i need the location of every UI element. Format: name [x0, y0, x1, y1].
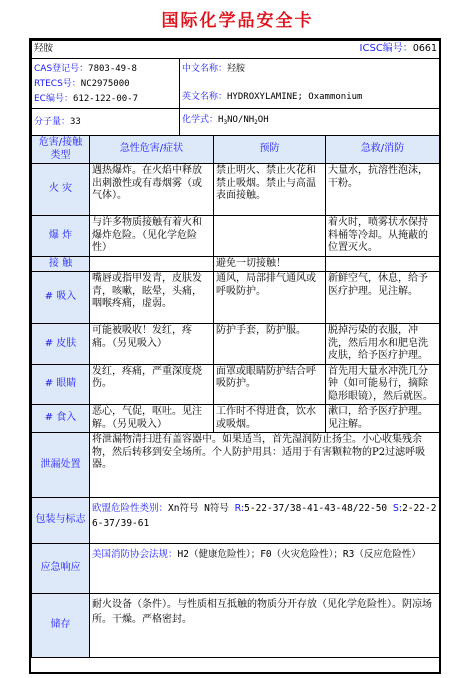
packaging-text: 欧盟危险性类别：Xn符号 N符号 R:5-22-37/38-41-43-48/22-50 S:2-22-26-37/39-61	[90, 498, 440, 544]
spill-text: 将泄漏物清扫进有盖容器中。如果适当，首先湿润防止扬尘。小心收集残余物，然后转移到安全场所。个人防护用具：适用于有害颗粒物的P2过滤呼吸器。	[90, 433, 440, 498]
chinese-name: 羟胺	[227, 64, 246, 74]
table-row	[32, 364, 440, 405]
molecular-weight: 分子量：33	[32, 109, 180, 136]
response-label: 应急响应	[32, 544, 90, 594]
storage-row	[32, 594, 440, 658]
icsc-number: ICSC编号：0661	[359, 43, 437, 55]
row-hazard	[90, 256, 214, 272]
chemical-names: 中文名称：羟胺 英文名称：HYDROXYLAMINE; Oxammonium	[180, 59, 440, 109]
row-hazard: 与许多物质接触有着火和爆炸危险。（见化学危险性）	[90, 216, 214, 257]
spill-label: 泄漏处置	[32, 433, 90, 498]
spill-row	[32, 433, 440, 498]
response-text: 美国消防协会法规：H2（健康危险性）；F0（火灾危险性）；R3（反应危险性）	[90, 544, 440, 594]
row-aid: 着火时，喷雾状水保持料桶等冷却。从掩蔽的位置灭火。	[326, 216, 440, 257]
card-title: 国际化学品安全卡	[161, 11, 314, 31]
hazard-table	[31, 135, 440, 658]
row-type: # 吸入	[32, 272, 90, 324]
table-row	[32, 324, 440, 365]
ec-number: 612-122-00-7	[72, 94, 139, 104]
rtecs-number: NC2975000	[80, 79, 130, 89]
registry-numbers: CAS登记号：7803-49-8 RTECS号：NC2975000 EC编号：612-122-00-7	[32, 59, 180, 109]
table-row	[32, 405, 440, 433]
row-type: 火 灾	[32, 164, 90, 216]
identity-table	[31, 40, 440, 136]
row-hazard: 遇热爆炸。在火焰中释放出刺激性或有毒烟雾（或气体）。	[90, 164, 214, 216]
row-prevention: 工作时不得进食，饮水或吸烟。	[214, 405, 326, 433]
row-type: 接 触	[32, 256, 90, 272]
table-row	[32, 256, 440, 272]
response-row	[32, 544, 440, 594]
row-type: 爆 炸	[32, 216, 90, 257]
row-hazard: 发红，疼痛，严重深度烧伤。	[90, 364, 214, 405]
row-aid	[326, 256, 440, 272]
row-hazard: 嘴唇或指甲发青，皮肤发青，咳嗽，眩晕，头痛，咽喉疼痛，虚弱。	[90, 272, 214, 324]
header-aid: 急救/消防	[326, 136, 440, 164]
row-aid: 漱口，给予医疗护理。见注解。	[326, 405, 440, 433]
chemical-name: 羟胺	[34, 43, 54, 55]
row-prevention: 禁止明火、禁止火花和禁止吸烟。禁止与高温表面接触。	[214, 164, 326, 216]
row-prevention: 避免一切接触！	[214, 256, 326, 272]
row-aid: 新鲜空气，休息，给予医疗护理。见注解。	[326, 272, 440, 324]
hazard-header-row	[32, 136, 440, 164]
row-type: # 食入	[32, 405, 90, 433]
table-row	[32, 216, 440, 257]
storage-label: 储存	[32, 594, 90, 658]
row-type: # 皮肤	[32, 324, 90, 365]
packaging-row	[32, 498, 440, 544]
row-prevention: 通风，局部排气通风或呼吸防护。	[214, 272, 326, 324]
table-row	[32, 272, 440, 324]
packaging-label: 包装与标志	[32, 498, 90, 544]
row-aid: 脱掉污染的衣服，冲洗，然后用水和肥皂洗皮肤，给予医疗护理。	[326, 324, 440, 365]
row-prevention: 防护手套，防护服。	[214, 324, 326, 365]
row-prevention: 面罩或眼睛防护结合呼吸防护。	[214, 364, 326, 405]
safety-card	[29, 38, 441, 674]
table-row	[32, 164, 440, 216]
header-prevention: 预防	[214, 136, 326, 164]
row-aid: 大量水，抗溶性泡沫，干粉。	[326, 164, 440, 216]
header-type: 危害/接触类型	[32, 136, 90, 164]
header-hazard: 急性危害/症状	[90, 136, 214, 164]
name-row	[32, 41, 440, 59]
row-aid: 首先用大量水冲洗几分钟（如可能易行，摘除隐形眼镜），然后就医。	[326, 364, 440, 405]
formula: 化学式：$H_3NO/NH_2OH$	[180, 109, 440, 136]
cas-number: 7803-49-8	[88, 64, 137, 74]
row-hazard: 可能被吸收！发红，疼痛。（另见吸入）	[90, 324, 214, 365]
row-type: # 眼睛	[32, 364, 90, 405]
row-hazard: 恶心，气促，呕吐。见注解。（另见吸入）	[90, 405, 214, 433]
row-prevention	[214, 216, 326, 257]
storage-text: 耐火设备（条件）。与性质相互抵触的物质分开存放（见化学危险性）。阴凉场所。干燥。严格密封。	[90, 594, 440, 658]
english-name: HYDROXYLAMINE; Oxammonium	[227, 92, 363, 102]
